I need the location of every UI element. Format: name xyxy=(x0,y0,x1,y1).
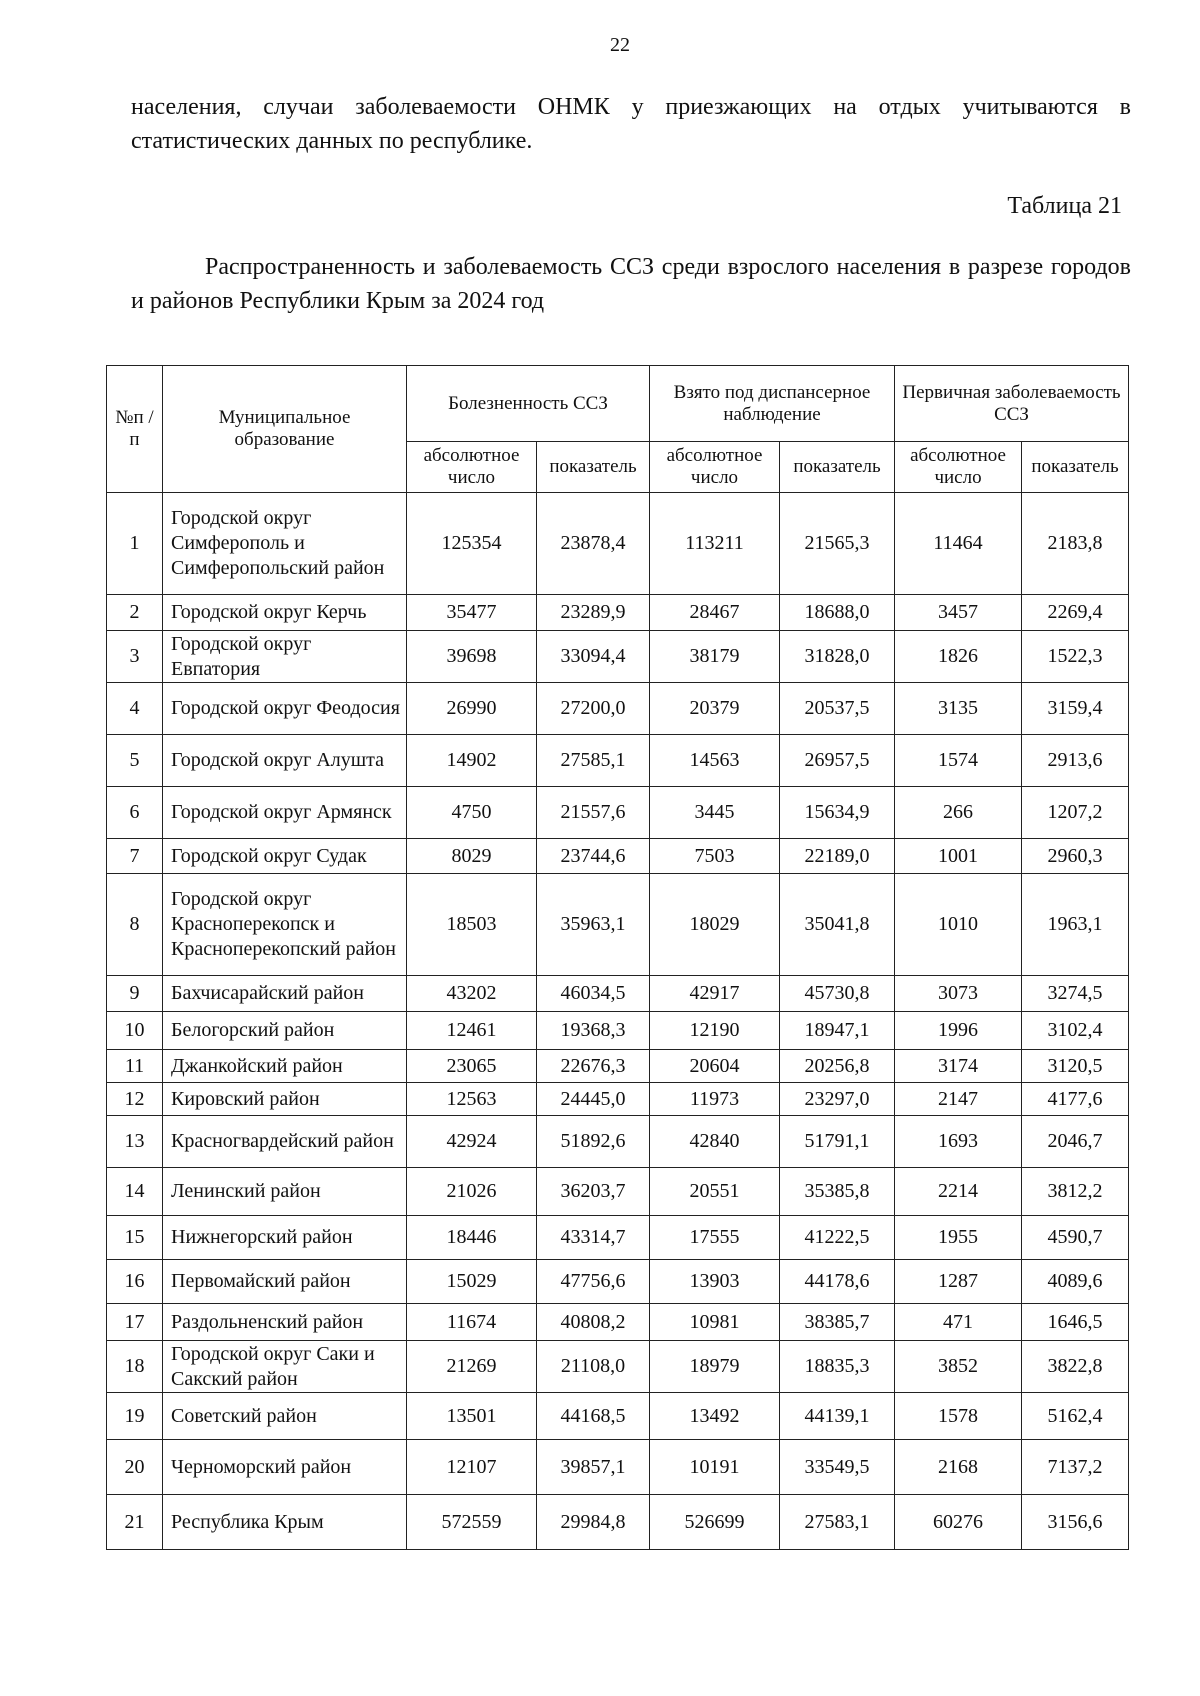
table-row xyxy=(107,1304,1129,1341)
cell-dispensary-rate: 31828,0 xyxy=(780,631,895,683)
cell-row-number: 20 xyxy=(107,1440,163,1495)
cell-prevalence-abs: 42924 xyxy=(407,1116,537,1168)
table-row xyxy=(107,1393,1129,1440)
cell-prevalence-abs: 125354 xyxy=(407,493,537,595)
header-rate-2: показатель xyxy=(780,442,895,493)
table-row xyxy=(107,1495,1129,1550)
cell-incidence-rate: 3159,4 xyxy=(1022,683,1129,735)
page-number: 22 xyxy=(610,34,630,56)
cell-incidence-abs: 3174 xyxy=(895,1050,1022,1083)
table-row xyxy=(107,1050,1129,1083)
cell-incidence-rate: 1207,2 xyxy=(1022,787,1129,839)
header-rate-3: показатель xyxy=(1022,442,1129,493)
cell-incidence-rate: 1646,5 xyxy=(1022,1304,1129,1341)
table-label: Таблица 21 xyxy=(1007,193,1122,219)
cell-incidence-rate: 4590,7 xyxy=(1022,1216,1129,1260)
header-abs-1: абсолютное число xyxy=(407,442,537,493)
cell-dispensary-rate: 44139,1 xyxy=(780,1393,895,1440)
header-rate-1: показатель xyxy=(537,442,650,493)
cell-municipality: Кировский район xyxy=(163,1083,407,1116)
cell-dispensary-rate: 15634,9 xyxy=(780,787,895,839)
cell-incidence-abs: 471 xyxy=(895,1304,1022,1341)
cell-incidence-abs: 1693 xyxy=(895,1116,1022,1168)
table-row xyxy=(107,1116,1129,1168)
cell-dispensary-rate: 27583,1 xyxy=(780,1495,895,1550)
cell-incidence-abs: 3135 xyxy=(895,683,1022,735)
cell-prevalence-rate: 43314,7 xyxy=(537,1216,650,1260)
cell-incidence-rate: 2183,8 xyxy=(1022,493,1129,595)
cell-dispensary-abs: 7503 xyxy=(650,839,780,874)
cell-prevalence-rate: 24445,0 xyxy=(537,1083,650,1116)
cell-dispensary-rate: 20537,5 xyxy=(780,683,895,735)
cell-incidence-rate: 3822,8 xyxy=(1022,1341,1129,1393)
table-row xyxy=(107,976,1129,1012)
cell-municipality: Городской округ Саки и Сакский район xyxy=(163,1341,407,1393)
table-row xyxy=(107,1216,1129,1260)
cell-prevalence-rate: 35963,1 xyxy=(537,874,650,976)
cell-dispensary-rate: 41222,5 xyxy=(780,1216,895,1260)
cell-municipality: Городской округ Евпатория xyxy=(163,631,407,683)
cell-row-number: 21 xyxy=(107,1495,163,1550)
cell-incidence-rate: 4177,6 xyxy=(1022,1083,1129,1116)
cell-prevalence-rate: 51892,6 xyxy=(537,1116,650,1168)
header-abs-2: абсолютное число xyxy=(650,442,780,493)
header-group-prevalence: Болезненность ССЗ xyxy=(407,366,650,442)
table-row xyxy=(107,787,1129,839)
cell-prevalence-abs: 572559 xyxy=(407,1495,537,1550)
cell-prevalence-abs: 35477 xyxy=(407,595,537,631)
header-municipality: Муниципальное образование xyxy=(163,366,407,493)
cell-municipality: Белогорский район xyxy=(163,1012,407,1050)
cell-dispensary-rate: 18835,3 xyxy=(780,1341,895,1393)
cell-incidence-abs: 1010 xyxy=(895,874,1022,976)
cell-prevalence-abs: 26990 xyxy=(407,683,537,735)
cell-prevalence-rate: 40808,2 xyxy=(537,1304,650,1341)
cell-dispensary-abs: 113211 xyxy=(650,493,780,595)
cell-prevalence-abs: 12107 xyxy=(407,1440,537,1495)
cell-prevalence-abs: 12461 xyxy=(407,1012,537,1050)
table-row xyxy=(107,735,1129,787)
cell-dispensary-abs: 28467 xyxy=(650,595,780,631)
cell-dispensary-rate: 26957,5 xyxy=(780,735,895,787)
cell-incidence-abs: 1574 xyxy=(895,735,1022,787)
intro-paragraph: населения, случаи заболеваемости ОНМК у приезжающих на отдых учитываются в статистических данных по республике. xyxy=(131,94,1131,154)
cell-incidence-abs: 1996 xyxy=(895,1012,1022,1050)
cell-dispensary-abs: 38179 xyxy=(650,631,780,683)
cell-dispensary-rate: 18947,1 xyxy=(780,1012,895,1050)
cell-municipality: Городской округ Феодосия xyxy=(163,683,407,735)
table-row xyxy=(107,1260,1129,1304)
cell-prevalence-abs: 13501 xyxy=(407,1393,537,1440)
cell-municipality: Городской округ Керчь xyxy=(163,595,407,631)
cell-dispensary-abs: 17555 xyxy=(650,1216,780,1260)
cell-municipality: Городской округ Симферополь и Симферопольский район xyxy=(163,493,407,595)
cell-incidence-abs: 1826 xyxy=(895,631,1022,683)
cell-dispensary-abs: 12190 xyxy=(650,1012,780,1050)
cell-prevalence-abs: 15029 xyxy=(407,1260,537,1304)
cell-incidence-abs: 2168 xyxy=(895,1440,1022,1495)
cell-prevalence-rate: 27200,0 xyxy=(537,683,650,735)
cell-row-number: 11 xyxy=(107,1050,163,1083)
cell-prevalence-rate: 21557,6 xyxy=(537,787,650,839)
cell-dispensary-rate: 45730,8 xyxy=(780,976,895,1012)
cell-incidence-rate: 3120,5 xyxy=(1022,1050,1129,1083)
cell-incidence-abs: 60276 xyxy=(895,1495,1022,1550)
cell-prevalence-abs: 23065 xyxy=(407,1050,537,1083)
cell-prevalence-rate: 46034,5 xyxy=(537,976,650,1012)
table-caption-text: Распространенность и заболеваемость ССЗ среди взрослого населения в разрезе городов и районов Республики Крым за 2024 год xyxy=(131,254,1131,314)
cell-row-number: 14 xyxy=(107,1168,163,1216)
cell-municipality: Ленинский район xyxy=(163,1168,407,1216)
cell-municipality: Городской округ Армянск xyxy=(163,787,407,839)
cell-incidence-rate: 2913,6 xyxy=(1022,735,1129,787)
cell-row-number: 13 xyxy=(107,1116,163,1168)
cell-dispensary-abs: 42840 xyxy=(650,1116,780,1168)
cell-incidence-rate: 5162,4 xyxy=(1022,1393,1129,1440)
cell-row-number: 1 xyxy=(107,493,163,595)
cell-incidence-abs: 1955 xyxy=(895,1216,1022,1260)
cell-municipality: Советский район xyxy=(163,1393,407,1440)
header-abs-3: абсолютное число xyxy=(895,442,1022,493)
cell-municipality: Раздольненский район xyxy=(163,1304,407,1341)
table-row xyxy=(107,493,1129,595)
cell-incidence-rate: 3274,5 xyxy=(1022,976,1129,1012)
cell-dispensary-rate: 33549,5 xyxy=(780,1440,895,1495)
cell-dispensary-rate: 21565,3 xyxy=(780,493,895,595)
table-row xyxy=(107,874,1129,976)
cell-municipality: Первомайский район xyxy=(163,1260,407,1304)
table-row xyxy=(107,1341,1129,1393)
table-row xyxy=(107,683,1129,735)
cell-incidence-abs: 266 xyxy=(895,787,1022,839)
cell-prevalence-rate: 22676,3 xyxy=(537,1050,650,1083)
cell-row-number: 2 xyxy=(107,595,163,631)
cell-dispensary-abs: 20551 xyxy=(650,1168,780,1216)
cell-dispensary-abs: 526699 xyxy=(650,1495,780,1550)
cell-row-number: 7 xyxy=(107,839,163,874)
table-row xyxy=(107,839,1129,874)
cell-incidence-abs: 1001 xyxy=(895,839,1022,874)
cell-prevalence-rate: 44168,5 xyxy=(537,1393,650,1440)
cell-row-number: 16 xyxy=(107,1260,163,1304)
cell-dispensary-abs: 18979 xyxy=(650,1341,780,1393)
cell-incidence-abs: 1578 xyxy=(895,1393,1022,1440)
cell-prevalence-rate: 23878,4 xyxy=(537,493,650,595)
header-group-incidence: Первичная заболеваемость ССЗ xyxy=(895,366,1129,442)
cell-incidence-abs: 1287 xyxy=(895,1260,1022,1304)
cell-municipality: Нижнегорский район xyxy=(163,1216,407,1260)
cell-incidence-rate: 3812,2 xyxy=(1022,1168,1129,1216)
cell-dispensary-abs: 20379 xyxy=(650,683,780,735)
cell-prevalence-rate: 23289,9 xyxy=(537,595,650,631)
cell-municipality: Городской округ Красноперекопск и Красноперекопский район xyxy=(163,874,407,976)
cell-municipality: Черноморский район xyxy=(163,1440,407,1495)
cell-incidence-rate: 3156,6 xyxy=(1022,1495,1129,1550)
cell-row-number: 4 xyxy=(107,683,163,735)
cell-row-number: 17 xyxy=(107,1304,163,1341)
cell-incidence-rate: 2046,7 xyxy=(1022,1116,1129,1168)
cell-dispensary-abs: 18029 xyxy=(650,874,780,976)
cell-prevalence-abs: 21269 xyxy=(407,1341,537,1393)
cell-prevalence-rate: 36203,7 xyxy=(537,1168,650,1216)
cell-incidence-rate: 2269,4 xyxy=(1022,595,1129,631)
cell-row-number: 19 xyxy=(107,1393,163,1440)
cell-dispensary-rate: 44178,6 xyxy=(780,1260,895,1304)
cell-row-number: 12 xyxy=(107,1083,163,1116)
cell-incidence-abs: 3073 xyxy=(895,976,1022,1012)
table-caption xyxy=(131,250,1131,318)
cell-incidence-rate: 4089,6 xyxy=(1022,1260,1129,1304)
cell-incidence-rate: 3102,4 xyxy=(1022,1012,1129,1050)
cell-row-number: 3 xyxy=(107,631,163,683)
cell-dispensary-rate: 22189,0 xyxy=(780,839,895,874)
cell-municipality: Республика Крым xyxy=(163,1495,407,1550)
table-row xyxy=(107,595,1129,631)
table-row xyxy=(107,1168,1129,1216)
cell-prevalence-abs: 39698 xyxy=(407,631,537,683)
cell-dispensary-rate: 23297,0 xyxy=(780,1083,895,1116)
cell-prevalence-rate: 21108,0 xyxy=(537,1341,650,1393)
cell-municipality: Красногвардейский район xyxy=(163,1116,407,1168)
cell-dispensary-abs: 10191 xyxy=(650,1440,780,1495)
table-row xyxy=(107,1083,1129,1116)
cell-prevalence-rate: 29984,8 xyxy=(537,1495,650,1550)
cell-prevalence-abs: 8029 xyxy=(407,839,537,874)
cell-dispensary-abs: 42917 xyxy=(650,976,780,1012)
cell-row-number: 18 xyxy=(107,1341,163,1393)
cell-dispensary-abs: 13492 xyxy=(650,1393,780,1440)
cell-prevalence-rate: 19368,3 xyxy=(537,1012,650,1050)
cell-municipality: Городской округ Судак xyxy=(163,839,407,874)
cell-dispensary-rate: 51791,1 xyxy=(780,1116,895,1168)
cell-prevalence-abs: 18446 xyxy=(407,1216,537,1260)
cell-municipality: Бахчисарайский район xyxy=(163,976,407,1012)
cell-dispensary-rate: 35385,8 xyxy=(780,1168,895,1216)
cell-incidence-abs: 3852 xyxy=(895,1341,1022,1393)
cell-dispensary-abs: 13903 xyxy=(650,1260,780,1304)
table-body xyxy=(107,493,1129,1550)
cell-row-number: 9 xyxy=(107,976,163,1012)
cell-incidence-abs: 11464 xyxy=(895,493,1022,595)
header-num: №п /п xyxy=(107,366,163,493)
cell-row-number: 6 xyxy=(107,787,163,839)
cell-prevalence-abs: 4750 xyxy=(407,787,537,839)
cell-prevalence-abs: 11674 xyxy=(407,1304,537,1341)
header-group-dispensary: Взято под диспансерное наблюдение xyxy=(650,366,895,442)
cell-row-number: 10 xyxy=(107,1012,163,1050)
cell-dispensary-abs: 20604 xyxy=(650,1050,780,1083)
cell-dispensary-rate: 18688,0 xyxy=(780,595,895,631)
cell-dispensary-abs: 3445 xyxy=(650,787,780,839)
cell-prevalence-rate: 27585,1 xyxy=(537,735,650,787)
cell-prevalence-abs: 43202 xyxy=(407,976,537,1012)
cell-incidence-rate: 7137,2 xyxy=(1022,1440,1129,1495)
cell-incidence-rate: 1522,3 xyxy=(1022,631,1129,683)
cell-row-number: 5 xyxy=(107,735,163,787)
cell-row-number: 15 xyxy=(107,1216,163,1260)
cell-incidence-abs: 2147 xyxy=(895,1083,1022,1116)
cell-prevalence-rate: 23744,6 xyxy=(537,839,650,874)
cell-prevalence-rate: 47756,6 xyxy=(537,1260,650,1304)
cell-prevalence-rate: 39857,1 xyxy=(537,1440,650,1495)
cell-prevalence-abs: 14902 xyxy=(407,735,537,787)
cell-dispensary-abs: 14563 xyxy=(650,735,780,787)
table-row xyxy=(107,1012,1129,1050)
cell-incidence-rate: 2960,3 xyxy=(1022,839,1129,874)
cell-municipality: Джанкойский район xyxy=(163,1050,407,1083)
cell-incidence-abs: 2214 xyxy=(895,1168,1022,1216)
table-row xyxy=(107,1440,1129,1495)
cell-dispensary-rate: 20256,8 xyxy=(780,1050,895,1083)
cell-prevalence-abs: 18503 xyxy=(407,874,537,976)
cell-prevalence-abs: 12563 xyxy=(407,1083,537,1116)
table-row xyxy=(107,631,1129,683)
cell-prevalence-rate: 33094,4 xyxy=(537,631,650,683)
cell-prevalence-abs: 21026 xyxy=(407,1168,537,1216)
cell-dispensary-rate: 38385,7 xyxy=(780,1304,895,1341)
cell-incidence-abs: 3457 xyxy=(895,595,1022,631)
cell-dispensary-abs: 10981 xyxy=(650,1304,780,1341)
cell-row-number: 8 xyxy=(107,874,163,976)
cell-incidence-rate: 1963,1 xyxy=(1022,874,1129,976)
cell-dispensary-abs: 11973 xyxy=(650,1083,780,1116)
data-table xyxy=(106,365,1129,1550)
cell-dispensary-rate: 35041,8 xyxy=(780,874,895,976)
cell-municipality: Городской округ Алушта xyxy=(163,735,407,787)
